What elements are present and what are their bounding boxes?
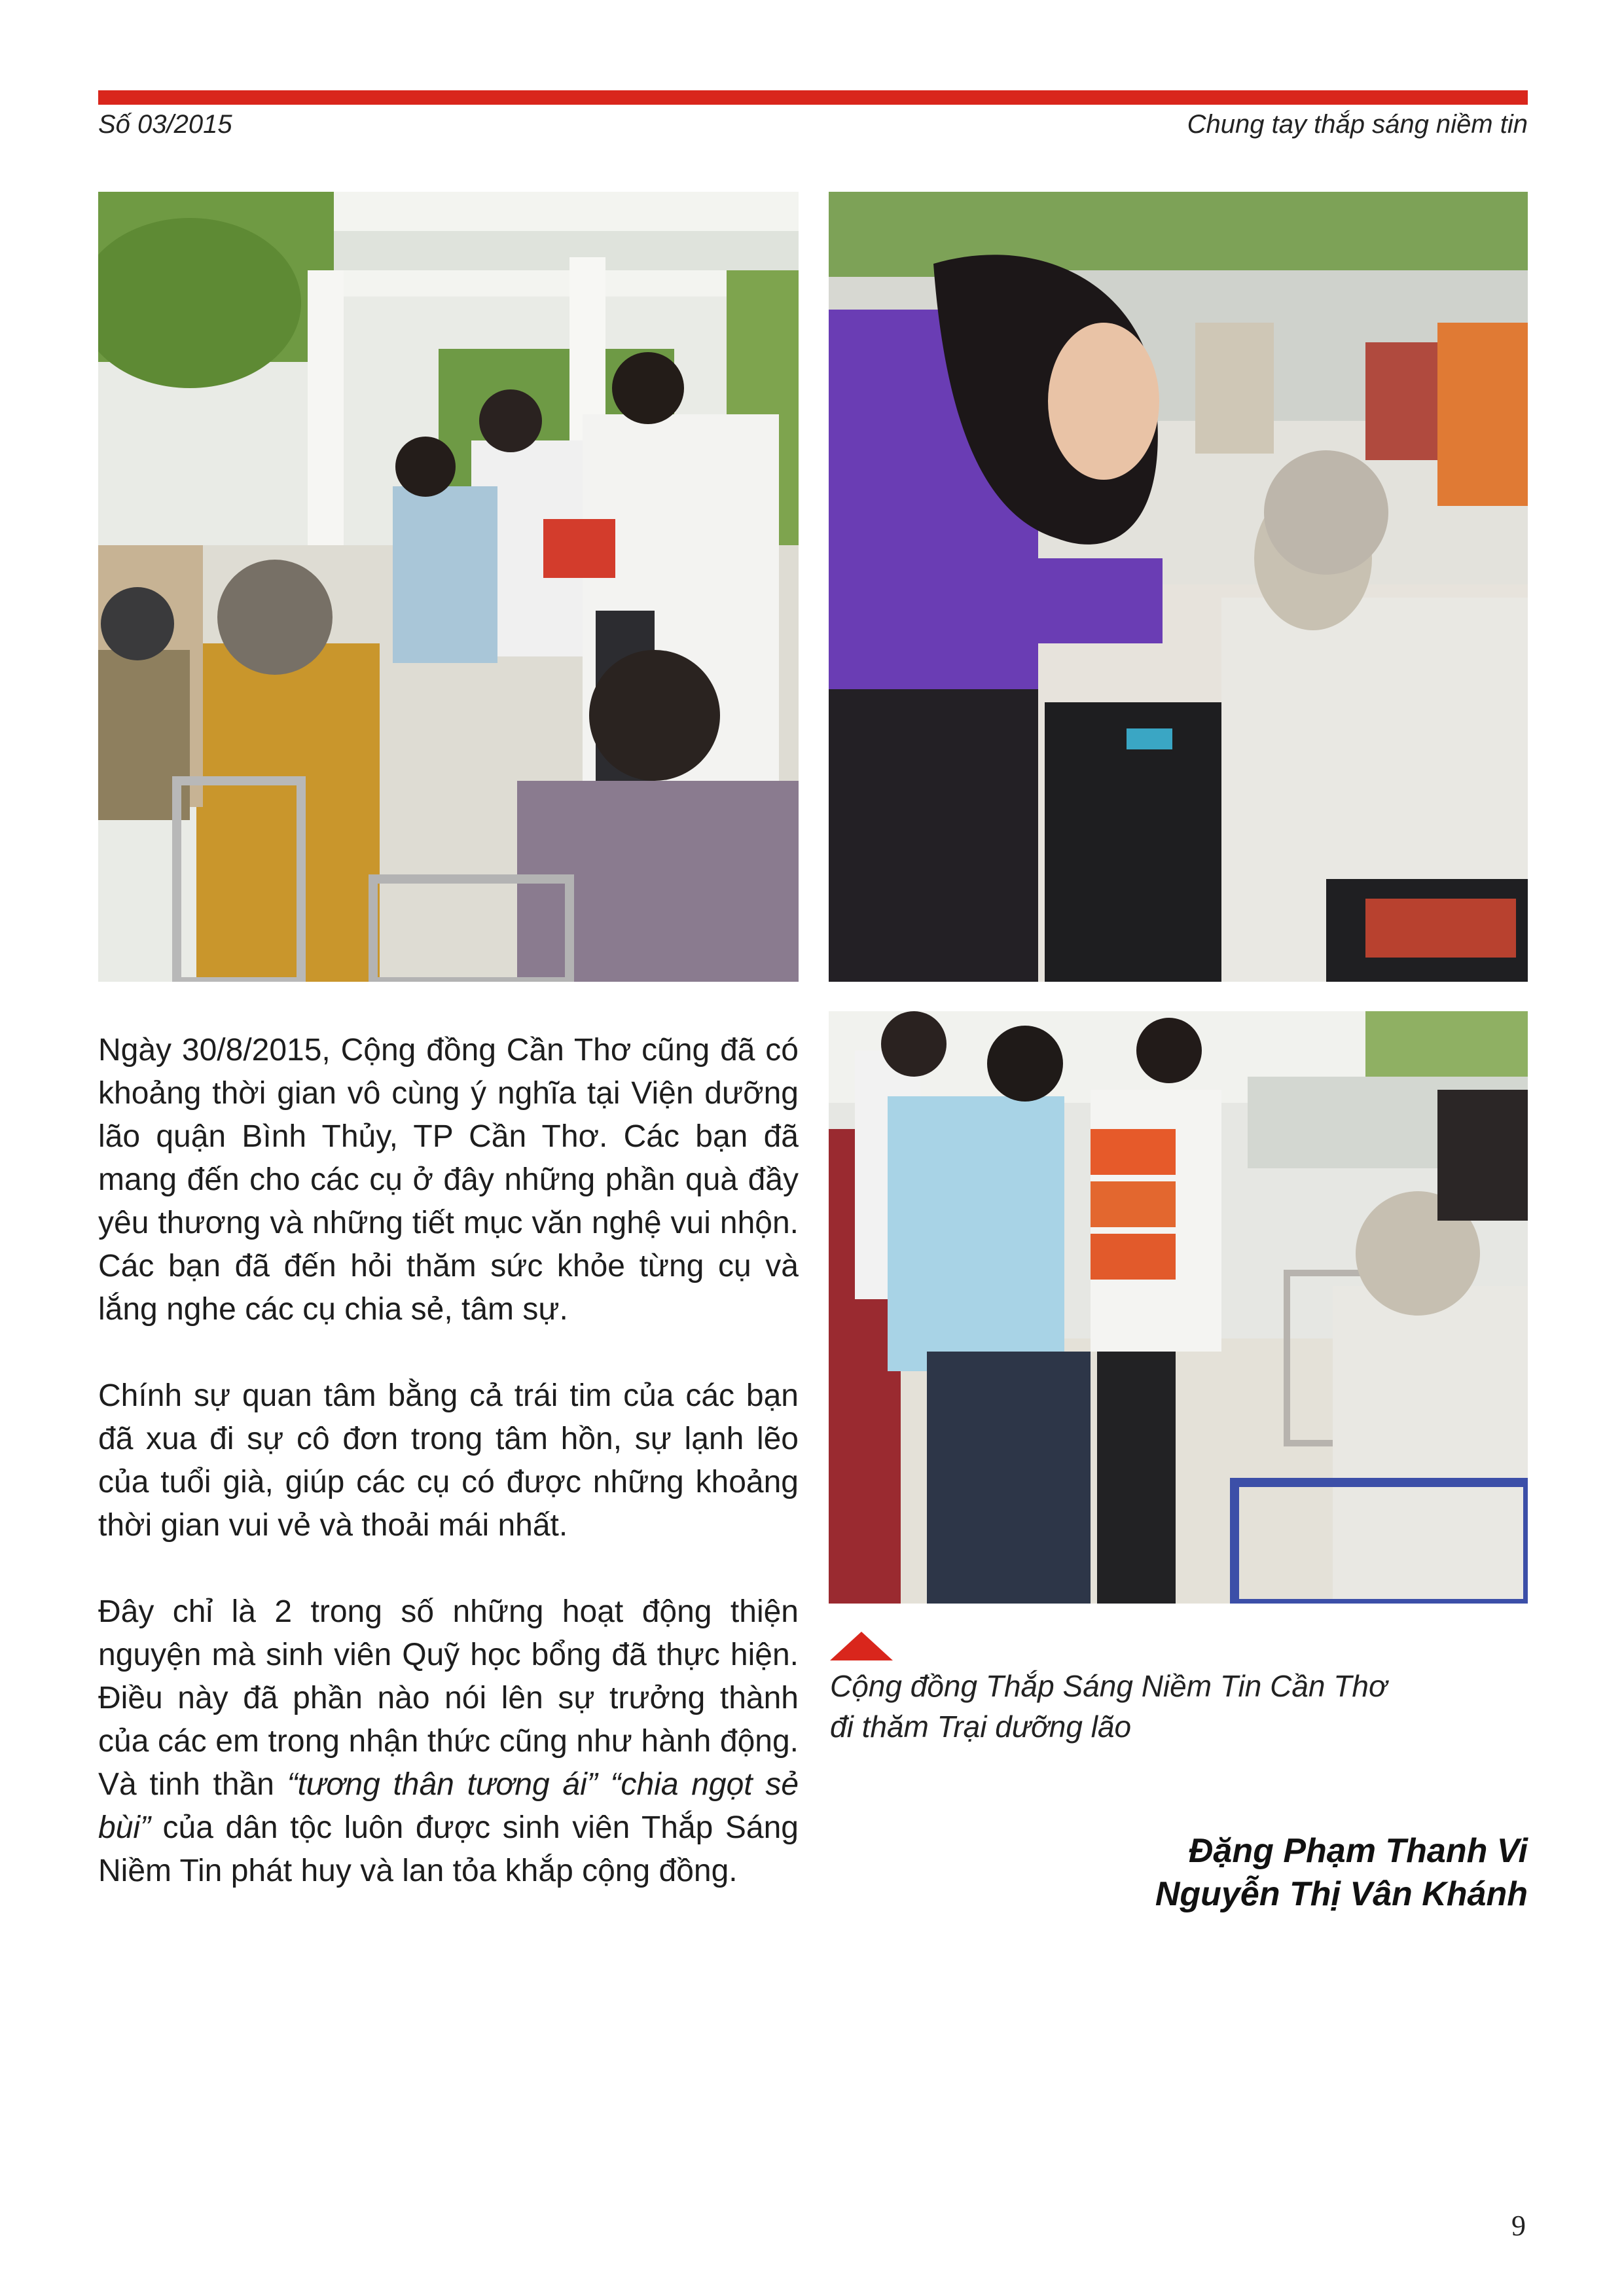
caption-triangle-icon xyxy=(830,1632,893,1660)
article-body xyxy=(98,1029,799,1893)
article-paragraph: Ngày 30/8/2015, Cộng đồng Cần Thơ cũng đã có khoảng thời gian vô cùng ý nghĩa tại Viện dưỡng lão quận Bình Thủy, TP Cần Thơ. Các bạn đã mang đến cho các cụ ở đây những phần quà đầy yêu thương và những tiết mục văn nghệ vui nhộn. Các bạn đã đến hỏi thăm sức khỏe từng cụ và lắng nghe các cụ chia sẻ, tâm sự. xyxy=(98,1033,799,1327)
caption-line: Cộng đồng Thắp Sáng Niềm Tin Cần Thơ xyxy=(830,1669,1387,1703)
article-paragraph: Chính sự quan tâm bằng cả trái tim của các bạn đã xua đi sự cô đơn trong tâm hồn, sự lạnh lẽo của tuổi già, giúp các cụ có được những khoảng thời gian vui vẻ và thoải mái nhất. xyxy=(98,1378,799,1543)
quote-phrase: “tương thân tương ái” xyxy=(287,1767,598,1802)
photo-greeting-elderly-man xyxy=(829,192,1528,982)
photo-caption xyxy=(830,1666,1485,1747)
author-name: Nguyễn Thị Vân Khánh xyxy=(1155,1875,1528,1913)
quote-phrase: “chia ngọt sẻ bùi” xyxy=(98,1767,799,1845)
header-slogan: Chung tay thắp sáng niềm tin xyxy=(1187,110,1528,139)
issue-number: Số 03/2015 xyxy=(98,110,232,139)
header-rule xyxy=(98,90,1528,105)
paragraph-text: của dân tộc luôn được sinh viên Thắp Sáng Niềm Tin phát huy và lan tỏa khắp cộng đồng. xyxy=(98,1810,799,1888)
paragraph-text: Đây chỉ là 2 trong số những hoạt động thiện nguyện mà sinh viên Quỹ học bổng đã thực hiện. Điều này đã phần nào nói lên sự trưởng thành của các em trong nhận thức cũng như hành động. Và tinh thần xyxy=(98,1594,799,1802)
article-paragraph xyxy=(98,1590,799,1893)
author-name: Đặng Phạm Thanh Vi xyxy=(1188,1832,1528,1870)
caption-line: đi thăm Trại dưỡng lão xyxy=(830,1710,1132,1744)
author-credits xyxy=(1155,1829,1528,1916)
photo-gift-giving-hall xyxy=(98,192,799,982)
photo-students-with-gift-boxes xyxy=(829,1011,1528,1604)
page-number: 9 xyxy=(1511,2210,1526,2242)
